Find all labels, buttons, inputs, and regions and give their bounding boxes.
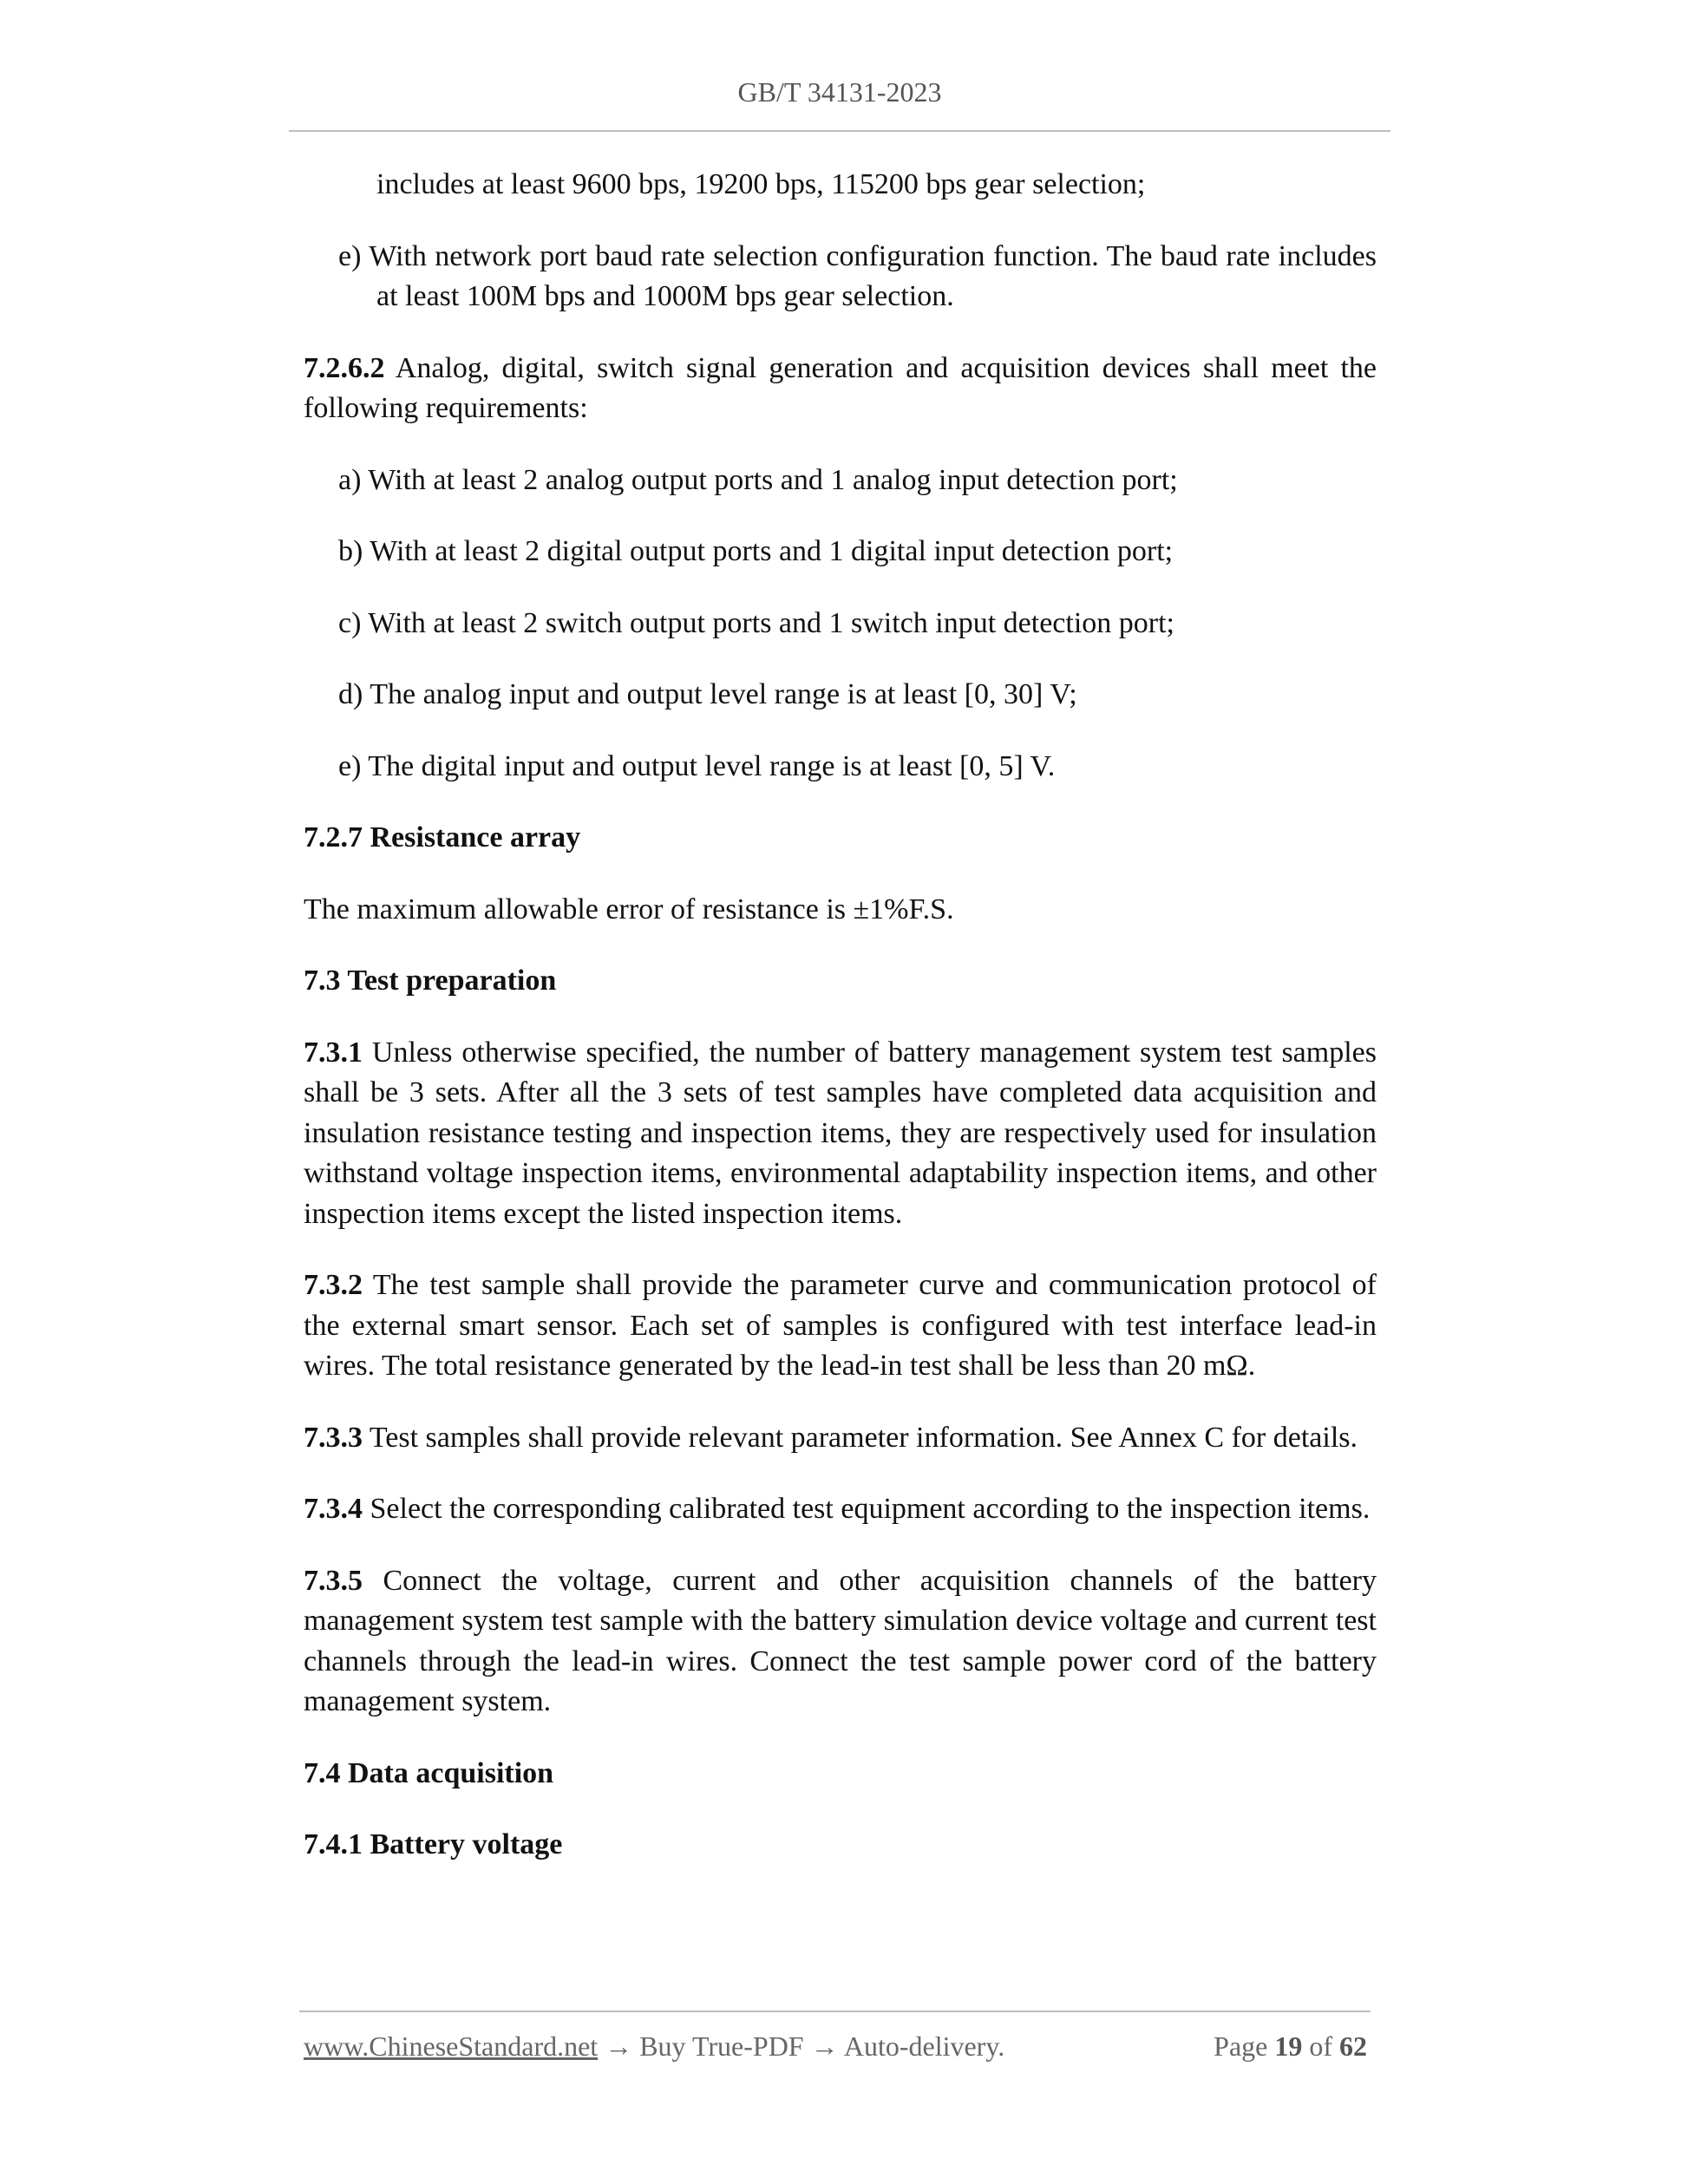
heading-7-4-1: 7.4.1 Battery voltage <box>304 1828 563 1860</box>
of-word: of <box>1302 2030 1339 2062</box>
clause-text: Connect the voltage, current and other acquisition channels of the battery management system test sample with the battery simulation device voltage and current test channels through the lead-in wires. Connect the test sample power cord of the battery management system. <box>304 1564 1377 1717</box>
list-item-b: b) With at least 2 digital output ports and 1 digital input detection port; <box>338 535 1174 567</box>
list-item-c: c) With at least 2 switch output ports and 1 switch input detection port; <box>338 606 1175 639</box>
page-indicator <box>1214 2030 1367 2063</box>
list-item-e-network-baud: e) With network port baud rate selection configuration function. The baud rate includes at least 100M bps and 1000M bps gear selection. <box>338 239 1377 312</box>
clause-text: Select the corresponding calibrated test equipment according to the inspection items. <box>363 1493 1371 1525</box>
page-word: Page <box>1214 2030 1275 2062</box>
clause-number: 7.3.4 <box>304 1493 363 1525</box>
heading-7-2-7: 7.2.7 Resistance array <box>304 821 581 853</box>
footer-promo <box>304 2030 1004 2063</box>
clause-text: Unless otherwise specified, the number of battery management system test samples shall be 3 sets. After all the 3 sets of test samples have completed data acquisition and insulation resistance testing and inspection items, they are respectively used for insulation withstand voltage inspection items, environmental adaptability inspection items, and other inspection items except the listed inspection items. <box>304 1036 1377 1230</box>
heading-7-3: 7.3 Test preparation <box>304 964 557 997</box>
document-body <box>304 165 1377 1897</box>
clause-7-3-5 <box>304 1561 1377 1723</box>
page-header-title: GB/T 34131-2023 <box>737 76 942 108</box>
website-link[interactable]: www.ChineseStandard.net <box>304 2030 599 2062</box>
current-page-number: 19 <box>1274 2030 1303 2062</box>
clause-7-3-2 <box>304 1265 1377 1387</box>
clause-number: 7.3.2 <box>304 1269 363 1301</box>
clause-7-3-1 <box>304 1033 1377 1235</box>
continued-list-line: includes at least 9600 bps, 19200 bps, 115200 bps gear selection; <box>376 168 1146 200</box>
clause-number: 7.3.5 <box>304 1564 363 1597</box>
paragraph-7-2-7: The maximum allowable error of resistance is ±1%F.S. <box>304 893 954 925</box>
list-item-e: e) The digital input and output level range is at least [0, 5] V. <box>338 749 1056 782</box>
clause-number: 7.2.6.2 <box>304 351 385 384</box>
total-page-count: 62 <box>1339 2030 1367 2062</box>
list-item-d: d) The analog input and output level range is at least [0, 30] V; <box>338 678 1077 710</box>
clause-text: The test sample shall provide the parameter curve and communication protocol of the external smart sensor. Each set of samples is configured with test interface lead-in wires. The total resistance generated by the lead-in test shall be less than 20 mΩ. <box>304 1269 1377 1382</box>
footer-promo-text: → Buy True-PDF → Auto-delivery. <box>598 2030 1005 2062</box>
header-divider <box>289 130 1390 132</box>
clause-7-3-4 <box>304 1489 1377 1530</box>
list-item-a: a) With at least 2 analog output ports and 1 analog input detection port; <box>338 463 1178 496</box>
clause-7-3-3 <box>304 1418 1377 1459</box>
clause-number: 7.3.3 <box>304 1421 363 1454</box>
heading-7-4: 7.4 Data acquisition <box>304 1756 554 1789</box>
clause-text: Analog, digital, switch signal generation and acquisition devices shall meet the following requirements: <box>304 351 1377 424</box>
clause-7-2-6-2 <box>304 349 1377 429</box>
clause-text: Test samples shall provide relevant parameter information. See Annex C for details. <box>363 1421 1358 1454</box>
footer-divider <box>299 2011 1371 2012</box>
clause-number: 7.3.1 <box>304 1036 363 1069</box>
